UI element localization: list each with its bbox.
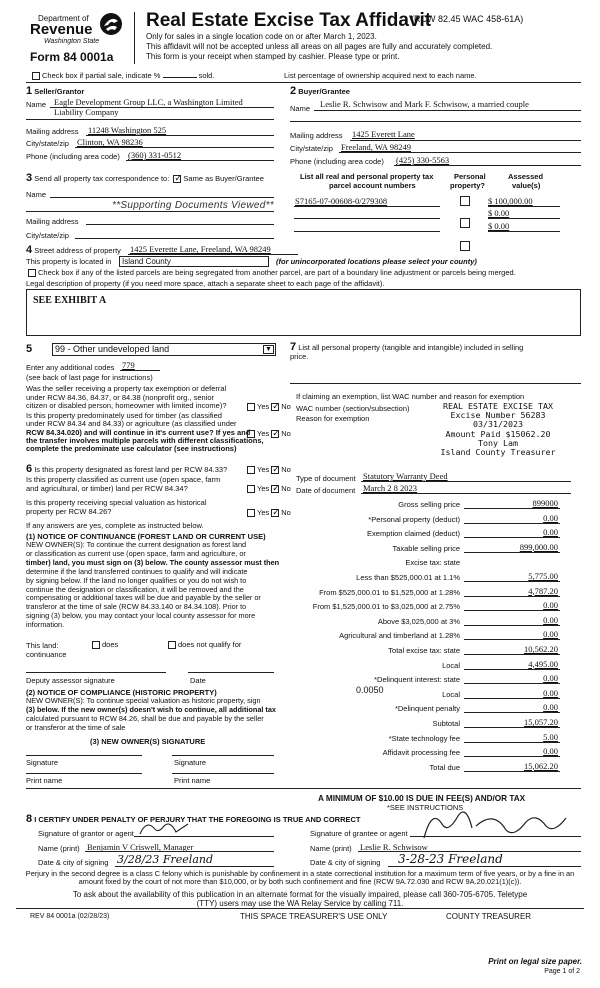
county-treasurer-label: COUNTY TREASURER [446, 912, 532, 921]
current-use-yes-checkbox[interactable] [247, 485, 255, 493]
compliance-title: (2) NOTICE OF COMPLIANCE (HISTORIC PROPERTY) [26, 688, 217, 697]
compliance-body [26, 697, 276, 733]
tax-row-label: From $525,000.01 to $1,525,000 at 1.28% [319, 587, 460, 597]
legal-description-text: SEE EXHIBIT A [33, 295, 107, 306]
tax-row-line [464, 756, 560, 757]
historic-line: Is this property receiving special valuation as historical [26, 498, 207, 507]
county-value: Island County [122, 257, 171, 266]
parcel-number-field[interactable]: S7165-07-00608-0/279308 [295, 196, 388, 206]
sec5-q2-line: Is this property predominately used for timber (as classified [26, 411, 222, 420]
no-label: No [281, 402, 291, 411]
personal-header: Personal [454, 172, 486, 181]
current-use-no-checkbox[interactable] [271, 485, 279, 493]
partial-sale-sold: sold. [198, 71, 215, 80]
tax-row-label: Agricultural and timberland at 1.28% [339, 631, 460, 641]
tax-row-value[interactable]: 5,775.00 [528, 571, 558, 581]
buyer-title: Buyer/Grantee [298, 87, 350, 96]
dept-name: Revenue [30, 21, 93, 38]
yes-label: Yes [257, 429, 270, 438]
buyer-city-field[interactable]: Freeland, WA 98249 [341, 142, 411, 152]
seller-title: Seller/Grantor [34, 87, 85, 96]
compliance-line: calculated pursuant to RCW 84.26, shall be due and payable by the seller [26, 713, 264, 723]
personal-property-checkbox[interactable] [460, 196, 470, 206]
tax-row-label: Local [442, 689, 460, 699]
see-back-note: (see back of last page for instructions) [26, 373, 153, 382]
owner-signature-label-2: Signature [174, 758, 207, 767]
tax-row-value[interactable]: 0.00 [543, 746, 558, 757]
stamp-line: Island County Treasurer [440, 447, 556, 458]
seller-name-label: Name [26, 100, 47, 109]
segregation-label: Check box if any of the listed parcels are being segregated from another parcel, are part of a boundary line adjustment or parcels being merged. [38, 268, 516, 277]
tax-row-value[interactable]: 899000 [532, 498, 558, 508]
compliance-line: or transferor at the time of sale [26, 722, 126, 732]
wac-label: WAC number (section/subsection) [296, 404, 410, 413]
accessibility-notice [16, 890, 584, 908]
parcel-list-header: List all real and personal property tax [300, 172, 434, 181]
tax-row-label: Exemption claimed (deduct) [367, 529, 460, 539]
use-code-value: 99 - Other undeveloped land [55, 344, 170, 354]
continuance-line: determine if the land transferred continues to qualify and will indicate [26, 566, 248, 576]
header-note-1: Only for sales in a single location code on or after March 1, 2023. [146, 32, 377, 41]
grantee-date-field[interactable]: 3-28-23 Freeland [398, 852, 503, 866]
tax-row-value[interactable]: 0.00 [543, 600, 558, 611]
partial-sale-row [30, 71, 214, 80]
continuance-line: timber) land, you must sign on (3) below. The county assessor must then [26, 557, 280, 567]
sec3-label: Send all property tax correspondence to: [34, 174, 170, 183]
personal-property-checkbox[interactable] [460, 218, 470, 228]
continuance-line: NEW OWNER(S): To continue the current designation as forest land [26, 540, 247, 549]
legal-paper-note: Print on legal size paper. [488, 957, 582, 966]
tax-row-value[interactable]: 10,562.20 [524, 644, 558, 654]
exemption-no-checkbox[interactable] [271, 403, 279, 411]
sec6-number: 6 [26, 463, 33, 475]
perjury-notice [16, 870, 584, 886]
historic-no-checkbox[interactable] [271, 509, 279, 517]
tax-row-label: Gross selling price [398, 500, 460, 509]
sec4-number: 4 [26, 244, 33, 256]
tax-row-line [464, 698, 560, 699]
exemption-yes-checkbox[interactable] [247, 403, 255, 411]
tax-row-value[interactable]: 0.00 [543, 673, 558, 684]
new-owner-signature-title: (3) NEW OWNER(S) SIGNATURE [90, 737, 206, 746]
sec3-city-label: City/state/zip [26, 231, 69, 240]
dept-state: Washington State [44, 38, 100, 45]
accessibility-line: To ask about the availability of this publication in an alternate format for the visually impaired, please call 360-705-6705. Teletype [72, 890, 528, 899]
grantee-signature-label: Signature of grantee or agent [310, 829, 408, 838]
continuance-line: signing (3) below, you may contact your local county assessor for more [26, 611, 256, 621]
header-note-2: This affidavit will not be accepted unless all areas on all pages are fully and accurately completed. [146, 42, 493, 51]
buyer-phone-field[interactable]: (425) 330-5563 [396, 155, 450, 165]
does-label: does [102, 640, 119, 649]
continuance-label: continuance [26, 650, 67, 659]
personal-property-checkbox[interactable] [460, 241, 470, 251]
tax-row-line [464, 742, 560, 743]
street-address-field[interactable]: 1425 Everette Lane, Freeland, WA 98249 [130, 244, 271, 254]
tax-row-line [464, 596, 560, 597]
same-as-buyer-checkbox[interactable] [173, 175, 181, 183]
tax-row-value[interactable]: 0.00 [543, 614, 558, 625]
partial-sale-checkbox[interactable] [32, 72, 40, 80]
does-not-label: does not qualify for [178, 640, 242, 649]
doc-type-label: Type of document [296, 474, 356, 483]
treasurer-stamp [418, 402, 578, 457]
sec3-name-field[interactable]: **Supporting Documents Viewed** [112, 200, 274, 211]
same-as-buyer-label: Same as Buyer/Grantee [183, 174, 264, 183]
street-label: Street address of property [34, 246, 121, 255]
stamp-line: REAL ESTATE EXCISE TAX [443, 401, 553, 411]
current-use-line: and agricultural, or timber) land per RCW 84.34? [26, 484, 188, 493]
rcw-reference: (RCW 82.45 WAC 458-61A) [411, 14, 524, 24]
timber-yes-checkbox[interactable] [247, 430, 255, 438]
assessed-value-field[interactable]: $ 100,000.00 [488, 196, 533, 206]
continuance-line: or classification as current use (open space, farm and agriculture, or [26, 548, 246, 558]
grantor-date-label: Date & city of signing [38, 858, 109, 867]
treasurer-use-label: THIS SPACE TREASURER'S USE ONLY [240, 912, 388, 921]
assessed-value-field[interactable]: $ 0.00 [488, 208, 510, 218]
tax-row-value[interactable]: 0.00 [543, 527, 558, 538]
tax-row-line [464, 610, 560, 611]
sec7-number: 7 [290, 341, 297, 353]
tax-row-value[interactable]: 4,495.00 [528, 658, 558, 669]
tax-row-line [464, 683, 560, 684]
forest-no-checkbox[interactable] [271, 466, 279, 474]
personal-header-2: property? [450, 181, 486, 190]
tax-row-value[interactable]: 899,000.00 [519, 541, 558, 552]
no-label: No [281, 508, 291, 517]
tax-row-label: Excise tax: state [405, 558, 460, 568]
tax-row-line [464, 712, 560, 713]
assessed-header: Assessed [508, 172, 544, 181]
compliance-line: (3) below. If the new owner(s) doesn't wish to continue, all additional tax [26, 704, 276, 714]
parcel-list-header-2: parcel account numbers [329, 181, 416, 190]
owner-print-name-label: Print name [26, 776, 63, 785]
revision-label: REV 84 0001a (02/28/23) [30, 913, 110, 920]
tax-row-label: Local [442, 660, 460, 670]
grantee-name-label: Name (print) [310, 844, 352, 853]
continuance-title: (1) NOTICE OF CONTINUANCE (FOREST LAND OR CURRENT USE) [26, 532, 266, 541]
no-label: No [281, 465, 291, 474]
located-label: This property is located in [26, 257, 112, 266]
historic-yes-checkbox[interactable] [247, 509, 255, 517]
buyer-phone-label: Phone (including area code) [290, 157, 384, 166]
tax-row-label: Subtotal [432, 719, 460, 728]
tax-row-value[interactable]: 0.00 [543, 687, 558, 698]
local-rate-field[interactable]: 0.0050 [356, 685, 384, 695]
tax-row-line [464, 581, 560, 582]
tax-row-value[interactable]: 0.00 [543, 512, 558, 523]
grantee-signature[interactable] [414, 804, 574, 842]
grantor-signature[interactable] [136, 818, 196, 840]
sec5-q1-line: Was the seller receiving a property tax exemption or deferral [26, 384, 227, 393]
uninc-note: (for unincorporated locations please select your county) [276, 257, 477, 266]
doc-date-field[interactable]: March 2 8 2023 [363, 483, 418, 493]
sec5-q2-line: RCW 84.34.020) and will continue in it's current use? If yes and [26, 427, 251, 437]
additional-codes-label: Enter any additional codes [26, 363, 115, 372]
seller-phone-label: Phone (including area code) [26, 152, 120, 161]
legal-description-field[interactable] [26, 289, 581, 336]
stamp-line: Tony Lam [478, 437, 518, 448]
tax-row-value[interactable]: 4,787.20 [528, 585, 558, 596]
dept-label: Department of [38, 14, 89, 23]
seller-mail-label: Mailing address [26, 127, 79, 136]
deputy-signature-label: Deputy assessor signature [26, 676, 115, 685]
grantee-date-label: Date & city of signing [310, 858, 381, 867]
buyer-mail-label: Mailing address [290, 131, 343, 140]
assessed-header-2: value(s) [512, 181, 541, 190]
continuance-line: compensating or additional taxes will be due and payable by the seller or [26, 593, 261, 603]
continuance-line: by signing below. If the land no longer qualifies or you do not wish to [26, 575, 247, 585]
doc-type-field[interactable]: Statutory Warranty Deed [363, 471, 448, 481]
sec5-q2-line: under RCW 84.34 and 84.33) or agriculture (as classified under [26, 419, 237, 429]
sec5-q1-line: under RCW 84.36, 84.37, or 84.38 (nonprofit org., senior [26, 392, 215, 402]
grantor-name-field[interactable]: Benjamin V Criswell, Manager [87, 842, 194, 852]
tax-row-line [464, 552, 560, 553]
dor-logo-icon [99, 12, 123, 36]
sec8-number: 8 [26, 813, 33, 825]
owner-print-name-label-2: Print name [174, 776, 211, 785]
tax-row-line [464, 727, 560, 728]
sec7-label-2: price. [290, 352, 309, 361]
tax-row-label: *Delinquent interest: state [374, 675, 460, 685]
sec3-number: 3 [26, 172, 33, 184]
county-select[interactable] [119, 256, 269, 267]
stamp-line: 03/31/2023 [473, 419, 523, 430]
owner-signature-label: Signature [26, 758, 59, 767]
tax-row-line [464, 625, 560, 626]
accessibility-line: (TTY) users may use the WA Relay Service by calling 711. [196, 899, 404, 908]
minimum-due-note: A MINIMUM OF $10.00 IS DUE IN FEE(S) AND/OR TAX [318, 794, 526, 803]
no-label: No [281, 429, 291, 438]
tax-row-value[interactable]: 15,057.20 [524, 717, 558, 727]
reason-label: Reason for exemption [296, 414, 370, 423]
page-number: Page 1 of 2 [544, 968, 580, 975]
continuance-line: transferor at the time of sale (RCW 84.33.140 or 84.34.108). Prior to [26, 602, 247, 612]
answers-note: If any answers are yes, complete as instructed below. [26, 521, 204, 530]
stamp-line: Excise Number 56283 [450, 410, 546, 421]
tax-row-label: Total due [429, 762, 460, 772]
tax-row-label: Total excise tax: state [388, 646, 460, 655]
yes-label: Yes [257, 465, 270, 474]
tax-row-label: *Delinquent penalty [394, 704, 460, 714]
yes-label: Yes [257, 484, 270, 493]
doc-date-label: Date of document [296, 486, 356, 495]
tax-row-label: From $1,525,000.01 to $3,025,000 at 2.75% [312, 602, 460, 612]
does-not-checkbox[interactable] [168, 641, 176, 649]
tax-row-line [464, 669, 560, 670]
sec5-q2-line: the transfer involves multiple parcels with different classifications, [26, 435, 264, 445]
stamp-line: Amount Paid $15062.20 [445, 428, 551, 439]
grantor-name-label: Name (print) [38, 844, 80, 853]
yes-label: Yes [257, 402, 270, 411]
tax-row-label: *State technology fee [388, 733, 460, 743]
continuance-line: continue the designation or classification, it will be removed and the [26, 584, 244, 594]
historic-question [26, 498, 207, 516]
historic-line: property per RCW 84.26? [26, 507, 112, 516]
yes-label: Yes [257, 508, 270, 517]
sec3-name-label: Name [26, 190, 47, 199]
timber-no-checkbox[interactable] [271, 430, 279, 438]
buyer-mail-field[interactable]: 1425 Everett Lane [352, 129, 415, 139]
compliance-line: NEW OWNER(S): To continue special valuation as historic property, sign [26, 696, 261, 705]
seller-phone-field[interactable]: (360) 331-0512 [128, 150, 182, 160]
continuance-body [26, 541, 279, 630]
tax-row-label: Above $3,025,000 at 3% [377, 616, 460, 626]
current-use-line: Is this property classified as current use (open space, farm [26, 475, 221, 484]
seller-name-field[interactable]: Eagle Development Group LLC, a Washington Limited [54, 97, 243, 107]
buyer-name-label: Name [290, 104, 311, 113]
seller-city-field[interactable]: Clinton, WA 98236 [77, 137, 143, 147]
legal-description-label: Legal description of property (if you need more space, attach a separate sheet to each page of the affidavit). [26, 279, 385, 288]
tax-row-label: Affidavit processing fee [382, 748, 460, 758]
certify-statement: I CERTIFY UNDER PENALTY OF PERJURY THAT THE FOREGOING IS TRUE AND CORRECT [34, 815, 361, 824]
forest-yes-checkbox[interactable] [247, 466, 255, 474]
buyer-city-label: City/state/zip [290, 144, 333, 153]
page-title: Real Estate Excise Tax Affidavit [146, 10, 432, 31]
tax-row-label: Taxable selling price [392, 543, 460, 553]
tax-row-value[interactable]: 5.00 [543, 731, 558, 742]
this-land-label: This land: [26, 641, 59, 650]
tax-row-line [464, 523, 560, 524]
tax-row-value[interactable]: 0.00 [543, 702, 558, 713]
exemption-claim-label: If claiming an exemption, list WAC number and reason for exemption [296, 392, 525, 401]
additional-codes-field[interactable]: 779 [122, 360, 135, 370]
segregation-checkbox[interactable] [28, 269, 36, 277]
grantor-signature-label: Signature of grantor or agent [38, 829, 134, 838]
chevron-down-icon[interactable]: ▼ [263, 345, 274, 354]
use-code-select[interactable] [52, 343, 276, 356]
partial-sale-label: Check box if partial sale, indicate % [42, 71, 161, 80]
forest-question: Is this property designated as forest land per RCW 84.33? [34, 465, 228, 474]
buyer-name-field[interactable]: Leslie R. Schwisow and Mark F. Schwisow, a married couple [320, 99, 529, 109]
current-use-question [26, 475, 220, 493]
form-number: Form 84 0001a [30, 50, 114, 64]
tax-row-line [464, 508, 560, 509]
seller-name-field-2[interactable]: Liability Company [54, 107, 119, 117]
tax-row-label: *Personal property (deduct) [368, 514, 460, 524]
sec5-q1 [26, 385, 227, 411]
see-instructions-note: *SEE INSTRUCTIONS [387, 803, 464, 812]
tax-row-line [464, 537, 560, 538]
tax-row-label: Less than $525,000.01 at 1.1% [356, 573, 460, 582]
seller-city-label: City/state/zip [26, 139, 69, 148]
sec5-q2 [26, 412, 264, 453]
tax-row-value[interactable]: 15,062.20 [524, 760, 558, 771]
sec5-q1-line: citizen or disabled person, homeowner with limited income)? [26, 401, 227, 410]
sec7-label: List all personal property (tangible and intangible) included in selling [298, 343, 524, 352]
assessed-value-field[interactable]: $ 0.00 [488, 221, 510, 231]
grantor-date-field[interactable]: 3/28/23 Freeland [117, 853, 214, 866]
sec3-mail-label: Mailing address [26, 217, 79, 226]
tax-row-value[interactable]: 0.00 [543, 629, 558, 640]
grantee-name-field[interactable]: Leslie R. Schwisow [360, 842, 428, 852]
ownership-note: List percentage of ownership acquired next to each name. [284, 71, 477, 80]
continuance-line: information. [26, 620, 65, 630]
seller-number: 1 [26, 85, 33, 97]
does-checkbox[interactable] [92, 641, 100, 649]
tax-row-line [464, 639, 560, 640]
tax-row-line [464, 771, 560, 772]
no-label: No [281, 484, 291, 493]
header-note-3: This form is your receipt when stamped by cashier. Please type or print. [146, 52, 400, 61]
tax-row-line [464, 654, 560, 655]
sec5-q2-line: complete the predominate use calculator (see instructions) [26, 444, 237, 454]
deputy-date-label: Date [190, 676, 206, 685]
sec5-number: 5 [26, 343, 33, 355]
buyer-number: 2 [290, 85, 297, 97]
perjury-text: Perjury in the second degree is a class C felony which is punishable by confinement in a state correctional institution for a maximum term of five years, or by a fine in an amount fixed by the court of not more than $10,000, or by both such confinement and fine (RCW 9A.72.030 and RCW 9A.20.021(1)(c)). [25, 869, 575, 887]
seller-mail-field[interactable]: 11248 Washington 525 [88, 125, 167, 135]
